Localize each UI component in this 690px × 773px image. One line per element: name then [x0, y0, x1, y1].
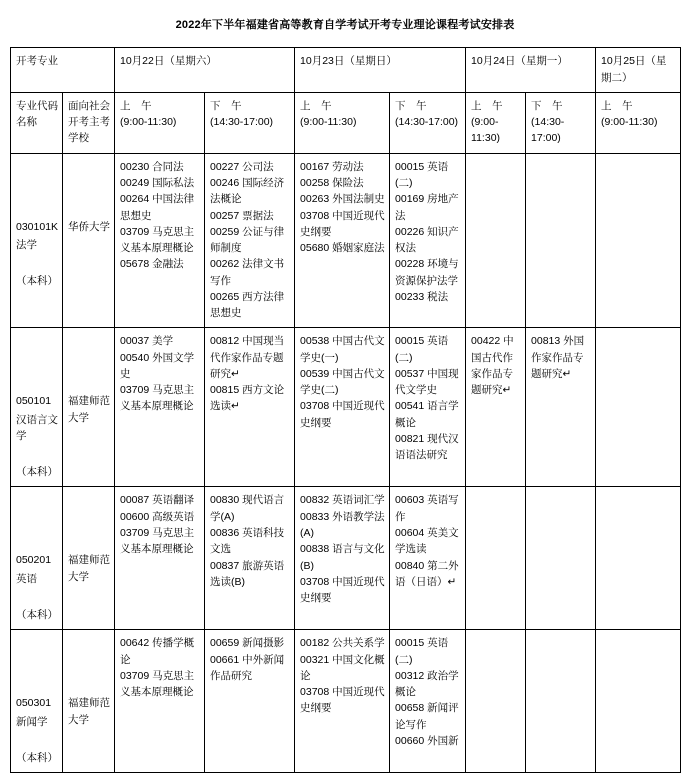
header-major-group: 开考专业 [11, 48, 115, 93]
course-entry: 00015 英语(二) [395, 160, 449, 189]
course-cell-session-5 [466, 153, 526, 328]
header-major-code-line1: 专业代码 [16, 99, 58, 112]
session-5-time: (9:00-11:30) [471, 116, 501, 145]
course-cell-session-5 [466, 328, 526, 487]
major-level: （本科） [16, 608, 58, 621]
course-cell-session-6 [526, 328, 596, 487]
major-name: 新闻学 [16, 715, 48, 728]
course-cell-session-5 [466, 630, 526, 773]
school-cell [63, 328, 115, 487]
course-entry: 03709 马克思主义基本原理概论 [120, 225, 195, 255]
major-code-cell [11, 487, 63, 630]
session-1-period: 上 午 [120, 99, 152, 112]
major-name: 法学 [16, 238, 37, 251]
course-entry: 00262 法律文书写作 [210, 258, 285, 287]
major-code: 050201 [16, 554, 52, 567]
course-entry: 00422 中国古代作家作品专题研究↵ [471, 335, 514, 397]
course-entry: 00642 传播学概论 [120, 637, 195, 666]
course-cell-session-1 [115, 487, 205, 630]
session-2-time: (14:30-17:00) [210, 116, 274, 129]
course-entry: 00537 中国现代文学史 [395, 367, 459, 397]
session-3-time: (9:00-11:30) [300, 116, 357, 129]
session-2-period: 下 午 [210, 99, 242, 112]
course-entry: 00830 现代语言学(A) [210, 494, 285, 523]
course-entry: 00840 第二外语（日语）↵ [395, 559, 459, 588]
course-entry: 03708 中国近现代史纲要 [300, 575, 385, 605]
course-cell-session-7 [596, 630, 681, 773]
header-date-oct25: 10月25日（星期二） [596, 48, 681, 93]
course-cell-session-1 [115, 153, 205, 328]
major-code-cell [11, 328, 63, 487]
table-body [11, 153, 681, 772]
major-name: 汉语言文学 [16, 413, 58, 442]
session-7-period: 上 午 [601, 99, 633, 112]
course-entry: 00837 旅游英语选读(B) [210, 559, 285, 588]
course-cell-session-4 [390, 487, 466, 630]
session-4-time: (14:30-17:00) [395, 116, 459, 129]
header-session-7 [596, 92, 681, 153]
course-entry: 05678 金融法 [120, 258, 184, 271]
course-cell-session-1 [115, 328, 205, 487]
course-entry: 00541 语言学概论 [395, 400, 459, 429]
course-entry: 05680 婚姻家庭法 [300, 242, 385, 255]
table-header-row-dates [11, 48, 681, 93]
session-6-time: (14:30-17:00) [531, 116, 565, 145]
course-entry: 00087 英语翻译 [120, 494, 195, 507]
course-cell-session-4 [390, 630, 466, 773]
course-cell-session-4 [390, 328, 466, 487]
major-code-cell [11, 153, 63, 328]
course-entry: 00169 房地产法 [395, 193, 459, 222]
school-name: 华侨大学 [68, 220, 110, 233]
course-entry: 00226 知识产权法 [395, 225, 459, 255]
course-entry: 00015 英语(二) [395, 637, 449, 666]
course-entry: 00265 西方法律思想史 [210, 290, 285, 320]
header-school: 面向社会开考主考学校 [63, 92, 115, 153]
school-name: 福建师范大学 [68, 395, 110, 424]
course-cell-session-7 [596, 153, 681, 328]
course-cell-session-6 [526, 153, 596, 328]
course-entry: 00227 公司法 [210, 160, 274, 173]
course-cell-session-7 [596, 487, 681, 630]
course-cell-session-3 [295, 153, 390, 328]
table-row [11, 328, 681, 487]
course-entry: 00658 新闻评论写作 [395, 702, 459, 731]
session-7-time: (9:00-11:30) [601, 116, 658, 129]
course-entry: 00264 中国法律思想史 [120, 193, 195, 222]
header-major-code-line2: 名称 [16, 116, 37, 129]
course-entry: 00659 新闻摄影 [210, 637, 285, 650]
course-entry: 00661 中外新闻作品研究 [210, 653, 285, 682]
major-code: 050301 [16, 697, 52, 710]
table-row [11, 487, 681, 630]
course-entry: 00600 高级英语 [120, 510, 195, 523]
course-entry: 00838 语言与文化(B) [300, 543, 385, 572]
major-level: （本科） [16, 466, 58, 479]
table-header-row-sessions [11, 92, 681, 153]
course-entry: 00540 外国文学史 [120, 351, 195, 380]
header-date-oct23: 10月23日（星期日） [295, 48, 466, 93]
course-entry: 00167 劳动法 [300, 160, 364, 173]
header-session-5 [466, 92, 526, 153]
session-3-period: 上 午 [300, 99, 332, 112]
major-code-cell [11, 630, 63, 773]
course-entry: 00321 中国文化概论 [300, 653, 385, 682]
major-name: 英语 [16, 572, 37, 585]
header-session-2 [205, 92, 295, 153]
course-cell-session-1 [115, 630, 205, 773]
course-entry: 00812 中国现当代作家作品专题研究↵ [210, 335, 285, 380]
header-date-oct22: 10月22日（星期六） [115, 48, 295, 93]
exam-schedule-table [10, 47, 681, 773]
header-session-3 [295, 92, 390, 153]
course-entry: 00249 国际私法 [120, 176, 195, 189]
course-entry: 03708 中国近现代史纲要 [300, 400, 385, 429]
course-entry: 00263 外国法制史 [300, 193, 385, 206]
course-cell-session-7 [596, 328, 681, 487]
course-entry: 00312 政治学概论 [395, 669, 459, 699]
course-entry: 00603 英语写作 [395, 494, 459, 523]
course-cell-session-6 [526, 630, 596, 773]
course-entry: 00833 外语教学法(A) [300, 510, 385, 539]
major-level: （本科） [16, 275, 58, 288]
course-entry: 00015 英语(二) [395, 335, 449, 364]
table-row [11, 630, 681, 773]
school-cell [63, 487, 115, 630]
course-entry: 00233 税法 [395, 290, 449, 303]
course-entry: 00539 中国古代文学史(二) [300, 367, 385, 397]
major-level: （本科） [16, 751, 58, 764]
course-entry: 00813 外国作家作品专题研究↵ [531, 335, 585, 380]
course-entry: 03709 马克思主义基本原理概论 [120, 669, 195, 699]
course-entry: 00660 外国新 [395, 734, 459, 747]
course-entry: 00182 公共关系学 [300, 637, 385, 650]
page-title: 2022年下半年福建省高等教育自学考试开考专业理论课程考试安排表 [175, 19, 515, 31]
course-cell-session-5 [466, 487, 526, 630]
course-cell-session-3 [295, 328, 390, 487]
course-entry: 00815 西方文论选读↵ [210, 384, 285, 413]
course-entry: 00259 公证与律师制度 [210, 225, 285, 255]
header-date-oct24: 10月24日（星期一） [466, 48, 596, 93]
major-code: 030101K [16, 220, 59, 233]
course-entry: 03709 马克思主义基本原理概论 [120, 526, 195, 556]
course-cell-session-2 [205, 487, 295, 630]
header-major-code [11, 92, 63, 153]
course-entry: 00257 票据法 [210, 209, 274, 222]
major-code: 050101 [16, 395, 52, 408]
session-6-period: 下 午 [531, 99, 563, 112]
session-5-period: 上 午 [471, 99, 503, 112]
course-cell-session-2 [205, 153, 295, 328]
course-entry: 00258 保险法 [300, 176, 364, 189]
course-entry: 00832 英语词汇学 [300, 494, 385, 507]
course-cell-session-3 [295, 630, 390, 773]
course-entry: 00821 现代汉语语法研究 [395, 432, 459, 462]
course-entry: 00246 国际经济法概论 [210, 176, 285, 206]
course-cell-session-6 [526, 487, 596, 630]
course-entry: 00037 美学 [120, 335, 174, 348]
course-entry: 03709 马克思主义基本原理概论 [120, 384, 195, 413]
course-entry: 00228 环境与资源保护法学 [395, 258, 459, 287]
course-entry: 03708 中国近现代史纲要 [300, 209, 385, 238]
session-1-time: (9:00-11:30) [120, 116, 177, 129]
course-cell-session-4 [390, 153, 466, 328]
session-4-period: 下 午 [395, 99, 427, 112]
school-name: 福建师范大学 [68, 697, 110, 726]
header-session-4 [390, 92, 466, 153]
header-session-1 [115, 92, 205, 153]
course-entry: 03708 中国近现代史纲要 [300, 686, 385, 715]
course-cell-session-2 [205, 328, 295, 487]
school-cell [63, 630, 115, 773]
course-entry: 00230 合同法 [120, 160, 184, 173]
course-entry: 00604 英美文学选读 [395, 526, 459, 556]
school-cell [63, 153, 115, 328]
course-cell-session-2 [205, 630, 295, 773]
course-entry: 00836 英语科技文选 [210, 526, 285, 556]
course-cell-session-3 [295, 487, 390, 630]
header-session-6 [526, 92, 596, 153]
school-name: 福建师范大学 [68, 554, 110, 583]
table-row [11, 153, 681, 328]
course-entry: 00538 中国古代文学史(一) [300, 335, 385, 364]
